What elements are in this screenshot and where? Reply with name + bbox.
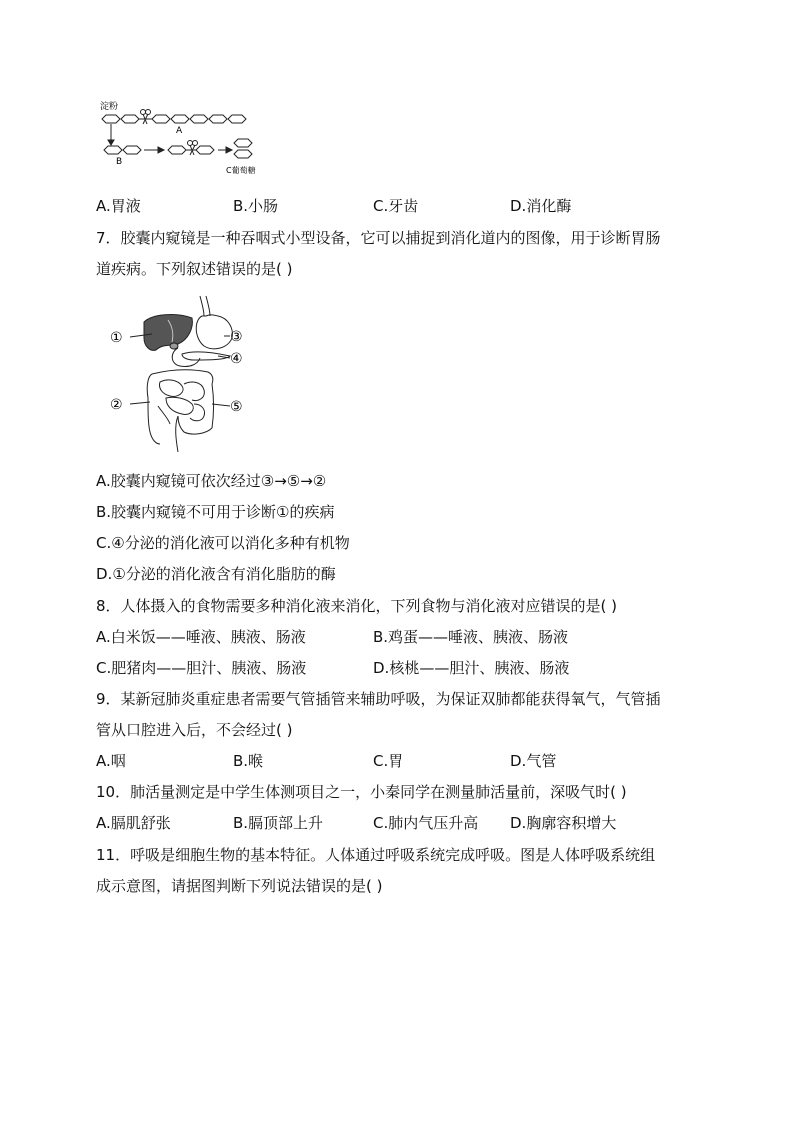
- q7-stem-line2: 道疾病。下列叙述错误的是( ): [96, 260, 293, 278]
- q7-stem-line1: 7．胶囊内窥镜是一种吞咽式小型设备，它可以捕捉到消化道内的图像，用于诊断胃肠: [96, 229, 661, 247]
- q8-option-d: D.核桃——胆汁、胰液、肠液: [373, 659, 570, 677]
- q7-option-a: A.胶囊内窥镜可依次经过③→⑤→②: [96, 472, 327, 490]
- label-c-glucose: C葡萄糖: [226, 166, 256, 175]
- label-a: A: [176, 126, 183, 136]
- label-3: ③: [230, 329, 243, 345]
- q8-option-a: A.白米饭——唾液、胰液、肠液: [96, 628, 306, 646]
- q10-stem: 10．肺活量测定是中学生体测项目之一，小秦同学在测量肺活量前，深吸气时( ): [96, 783, 627, 801]
- q9-option-c: C.胃: [373, 752, 404, 770]
- q9-stem-line1: 9．某新冠肺炎重症患者需要气管插管来辅助呼吸，为保证双肺都能获得氧气，气管插: [96, 690, 661, 708]
- q8-option-c: C.肥猪肉——胆汁、胰液、肠液: [96, 659, 307, 677]
- q6-option-b: B.小肠: [233, 197, 279, 215]
- q8-stem: 8．人体摄入的食物需要多种消化液来消化，下列食物与消化液对应错误的是( ): [96, 597, 618, 615]
- label-4: ④: [230, 351, 243, 367]
- q11-stem-line2: 成示意图，请据图判断下列说法错误的是( ): [96, 877, 383, 895]
- q9-option-d: D.气管: [510, 752, 557, 770]
- starch-digestion-diagram: [96, 98, 276, 180]
- q11-stem-line1: 11．呼吸是细胞生物的基本特征。人体通过呼吸系统完成呼吸。图是人体呼吸系统组: [96, 846, 656, 864]
- digestive-system-diagram: [108, 294, 248, 456]
- label-2: ②: [110, 397, 123, 413]
- label-1: ①: [110, 330, 123, 346]
- q9-option-a: A.咽: [96, 752, 126, 770]
- label-b: B: [116, 157, 123, 167]
- q9-option-b: B.喉: [233, 752, 264, 770]
- q10-option-c: C.肺内气压升高: [373, 814, 479, 832]
- q10-option-d: D.胸廓容积增大: [510, 814, 617, 832]
- q10-option-b: B.膈顶部上升: [233, 814, 324, 832]
- label-starch: 淀粉: [100, 102, 119, 112]
- label-5: ⑤: [230, 399, 243, 415]
- q6-option-a: A.胃液: [96, 197, 141, 215]
- q8-option-b: B.鸡蛋——唾液、胰液、肠液: [373, 628, 569, 646]
- q6-option-d: D.消化酶: [510, 197, 572, 215]
- q9-stem-line2: 管从口腔进入后，不会经过( ): [96, 721, 293, 739]
- q7-option-b: B.胶囊内窥镜不可用于诊断①的疾病: [96, 503, 335, 521]
- q10-option-a: A.膈肌舒张: [96, 814, 171, 832]
- q6-option-c: C.牙齿: [373, 197, 419, 215]
- q7-option-c: C.④分泌的消化液可以消化多种有机物: [96, 534, 350, 552]
- q7-option-d: D.①分泌的消化液含有消化脂肪的酶: [96, 565, 336, 583]
